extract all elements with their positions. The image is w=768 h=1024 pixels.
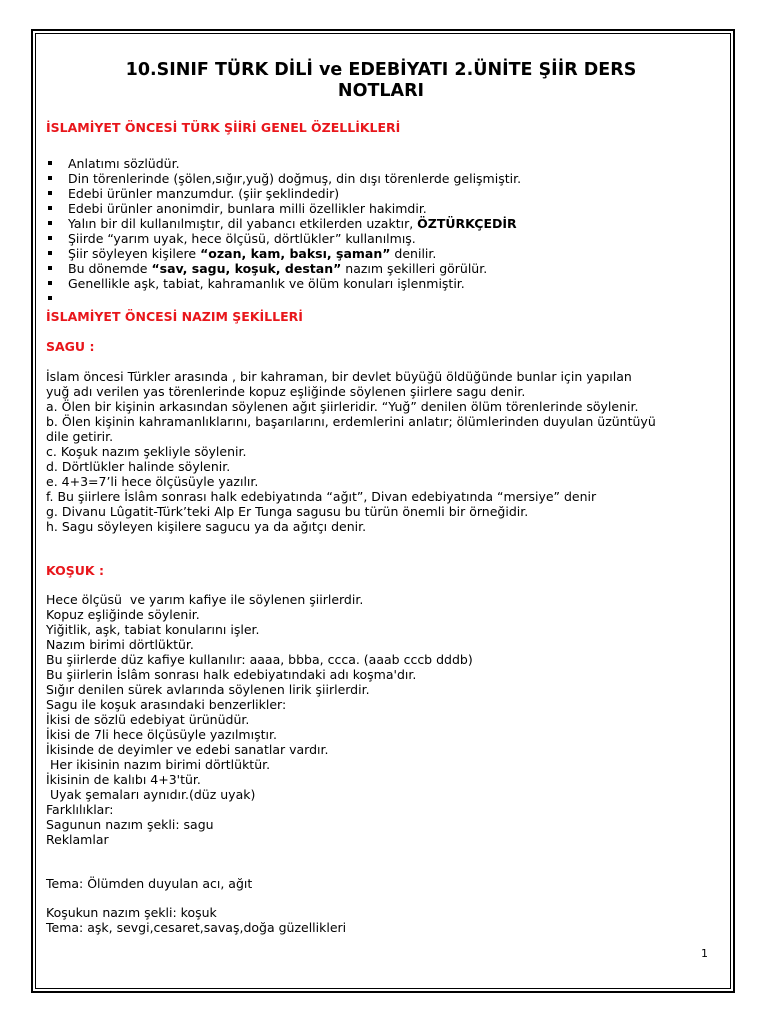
sagu-line: f. Bu şiirlere İslâm sonrası halk edebiyatında “ağıt”, Divan edebiyatında “mersiye” denir — [46, 489, 597, 504]
features-list — [46, 156, 716, 306]
title-line-2: NOTLARI — [337, 81, 425, 101]
kosuk-line: İkisi de 7li hece ölçüsüyle yazılmıştır. — [46, 727, 277, 742]
sagu-line: yuğ adı verilen yas törenlerinde kopuz eşliğinde söylenen şiirlere sagu denir. — [46, 384, 526, 399]
sagu-line: d. Dörtlükler halinde söylenir. — [46, 459, 231, 474]
kosuk-line: Sagu ile koşuk arasındaki benzerlikler: — [46, 697, 287, 712]
kosuk-heading: KOŞUK : — [46, 563, 104, 578]
tema-olum: Tema: Ölümden duyulan acı, ağıt — [46, 876, 253, 891]
page-number: 1 — [701, 947, 708, 960]
kosuk-line: Farklılıklar: — [46, 802, 114, 817]
kosuk-line: İkisi de sözlü edebiyat ürünüdür. — [46, 712, 250, 727]
sagu-line: h. Sagu söyleyen kişilere sagucu ya da ağıtçı denir. — [46, 519, 367, 534]
tema-kosuk: Tema: aşk, sevgi,cesaret,savaş,doğa güzellikleri — [46, 920, 347, 935]
kosuk-line: Sığır denilen sürek avlarında söylenen lirik şiirlerdir. — [46, 682, 370, 697]
sagu-line: e. 4+3=7’li hece ölçüsüyle yazılır. — [46, 474, 259, 489]
sagu-line: b. Ölen kişinin kahramanlıklarını, başarılarını, erdemlerini anlatır; ölümlerinden duyulan üzüntüyü — [46, 414, 656, 429]
list-item: Şiirde “yarım uyak, hece ölçüsü, dörtlükler” kullanılmış. — [46, 231, 716, 246]
document-body — [46, 60, 716, 935]
list-item: Genellikle aşk, tabiat, kahramanlık ve ölüm konuları işlenmiştir. — [46, 276, 716, 291]
kosuk-line: Her ikisinin nazım birimi dörtlüktür. — [46, 757, 271, 772]
sagu-paragraph — [46, 369, 716, 534]
list-item: Anlatımı sözlüdür. — [46, 156, 716, 171]
kosuk-line: Yiğitlik, aşk, tabiat konularını işler. — [46, 622, 260, 637]
sagu-line: c. Koşuk nazım şekliyle söylenir. — [46, 444, 247, 459]
list-item: Şiir söyleyen kişilere “ozan, kam, baksı, şaman” denilir. — [46, 246, 716, 261]
kosuk-line: Nazım birimi dörtlüktür. — [46, 637, 194, 652]
section-heading-forms: İSLAMİYET ÖNCESİ NAZIM ŞEKİLLERİ — [46, 309, 303, 324]
document-title — [46, 60, 716, 102]
list-item: Bu dönemde “sav, sagu, koşuk, destan” nazım şekilleri görülür. — [46, 261, 716, 276]
list-item: Yalın bir dil kullanılmıştır, dil yabancı etkilerden uzaktır, ÖZTÜRKÇEDİR — [46, 216, 716, 231]
kosuk-line: Uyak şemaları aynıdır.(düz uyak) — [46, 787, 256, 802]
title-line-1: 10.SINIF TÜRK DİLİ ve EDEBİYATI 2.ÜNİTE ŞİİR DERS — [125, 60, 637, 80]
kosuk-line: Bu şiirlerde düz kafiye kullanılır: aaaa, bbba, ccca. (aaab cccb dddb) — [46, 652, 473, 667]
list-item-empty — [46, 291, 716, 306]
list-item: Edebi ürünler manzumdur. (şiir şeklindedir) — [46, 186, 716, 201]
kosuk-line: Sagunun nazım şekli: sagu — [46, 817, 214, 832]
list-item: Din törenlerinde (şölen,sığır,yuğ) doğmuş, din dışı törenlerde gelişmiştir. — [46, 171, 716, 186]
sagu-heading: SAGU : — [46, 339, 95, 354]
kosuk-line: Bu şiirlerin İslâm sonrası halk edebiyatındaki adı koşma'dır. — [46, 667, 417, 682]
kosuk-paragraph — [46, 592, 716, 847]
kosuk-line: Kopuz eşliğinde söylenir. — [46, 607, 200, 622]
sagu-line: İslam öncesi Türkler arasında , bir kahraman, bir devlet büyüğü öldüğünde bunlar için yapılan — [46, 369, 632, 384]
section-heading-general: İSLAMİYET ÖNCESİ TÜRK ŞİİRİ GENEL ÖZELLİKLERİ — [46, 120, 401, 135]
kosuk-line: İkisinde de deyimler ve edebi sanatlar vardır. — [46, 742, 329, 757]
kosuk-line: İkisinin de kalıbı 4+3'tür. — [46, 772, 201, 787]
sagu-line: g. Divanu Lûgatit-Türk’teki Alp Er Tunga sagusu bu türün önemli bir örneğidir. — [46, 504, 529, 519]
kosuk-nazim-sekli: Koşukun nazım şekli: koşuk — [46, 905, 217, 920]
kosuk-line: Reklamlar — [46, 832, 109, 847]
sagu-line: a. Ölen bir kişinin arkasından söylenen ağıt şiirleridir. “Yuğ” denilen ölüm törenlerinde söylenir. — [46, 399, 639, 414]
list-item: Edebi ürünler anonimdir, bunlara milli özellikler hakimdir. — [46, 201, 716, 216]
kosuk-line: Hece ölçüsü ve yarım kafiye ile söylenen şiirlerdir. — [46, 592, 364, 607]
sagu-line: dile getirir. — [46, 429, 114, 444]
